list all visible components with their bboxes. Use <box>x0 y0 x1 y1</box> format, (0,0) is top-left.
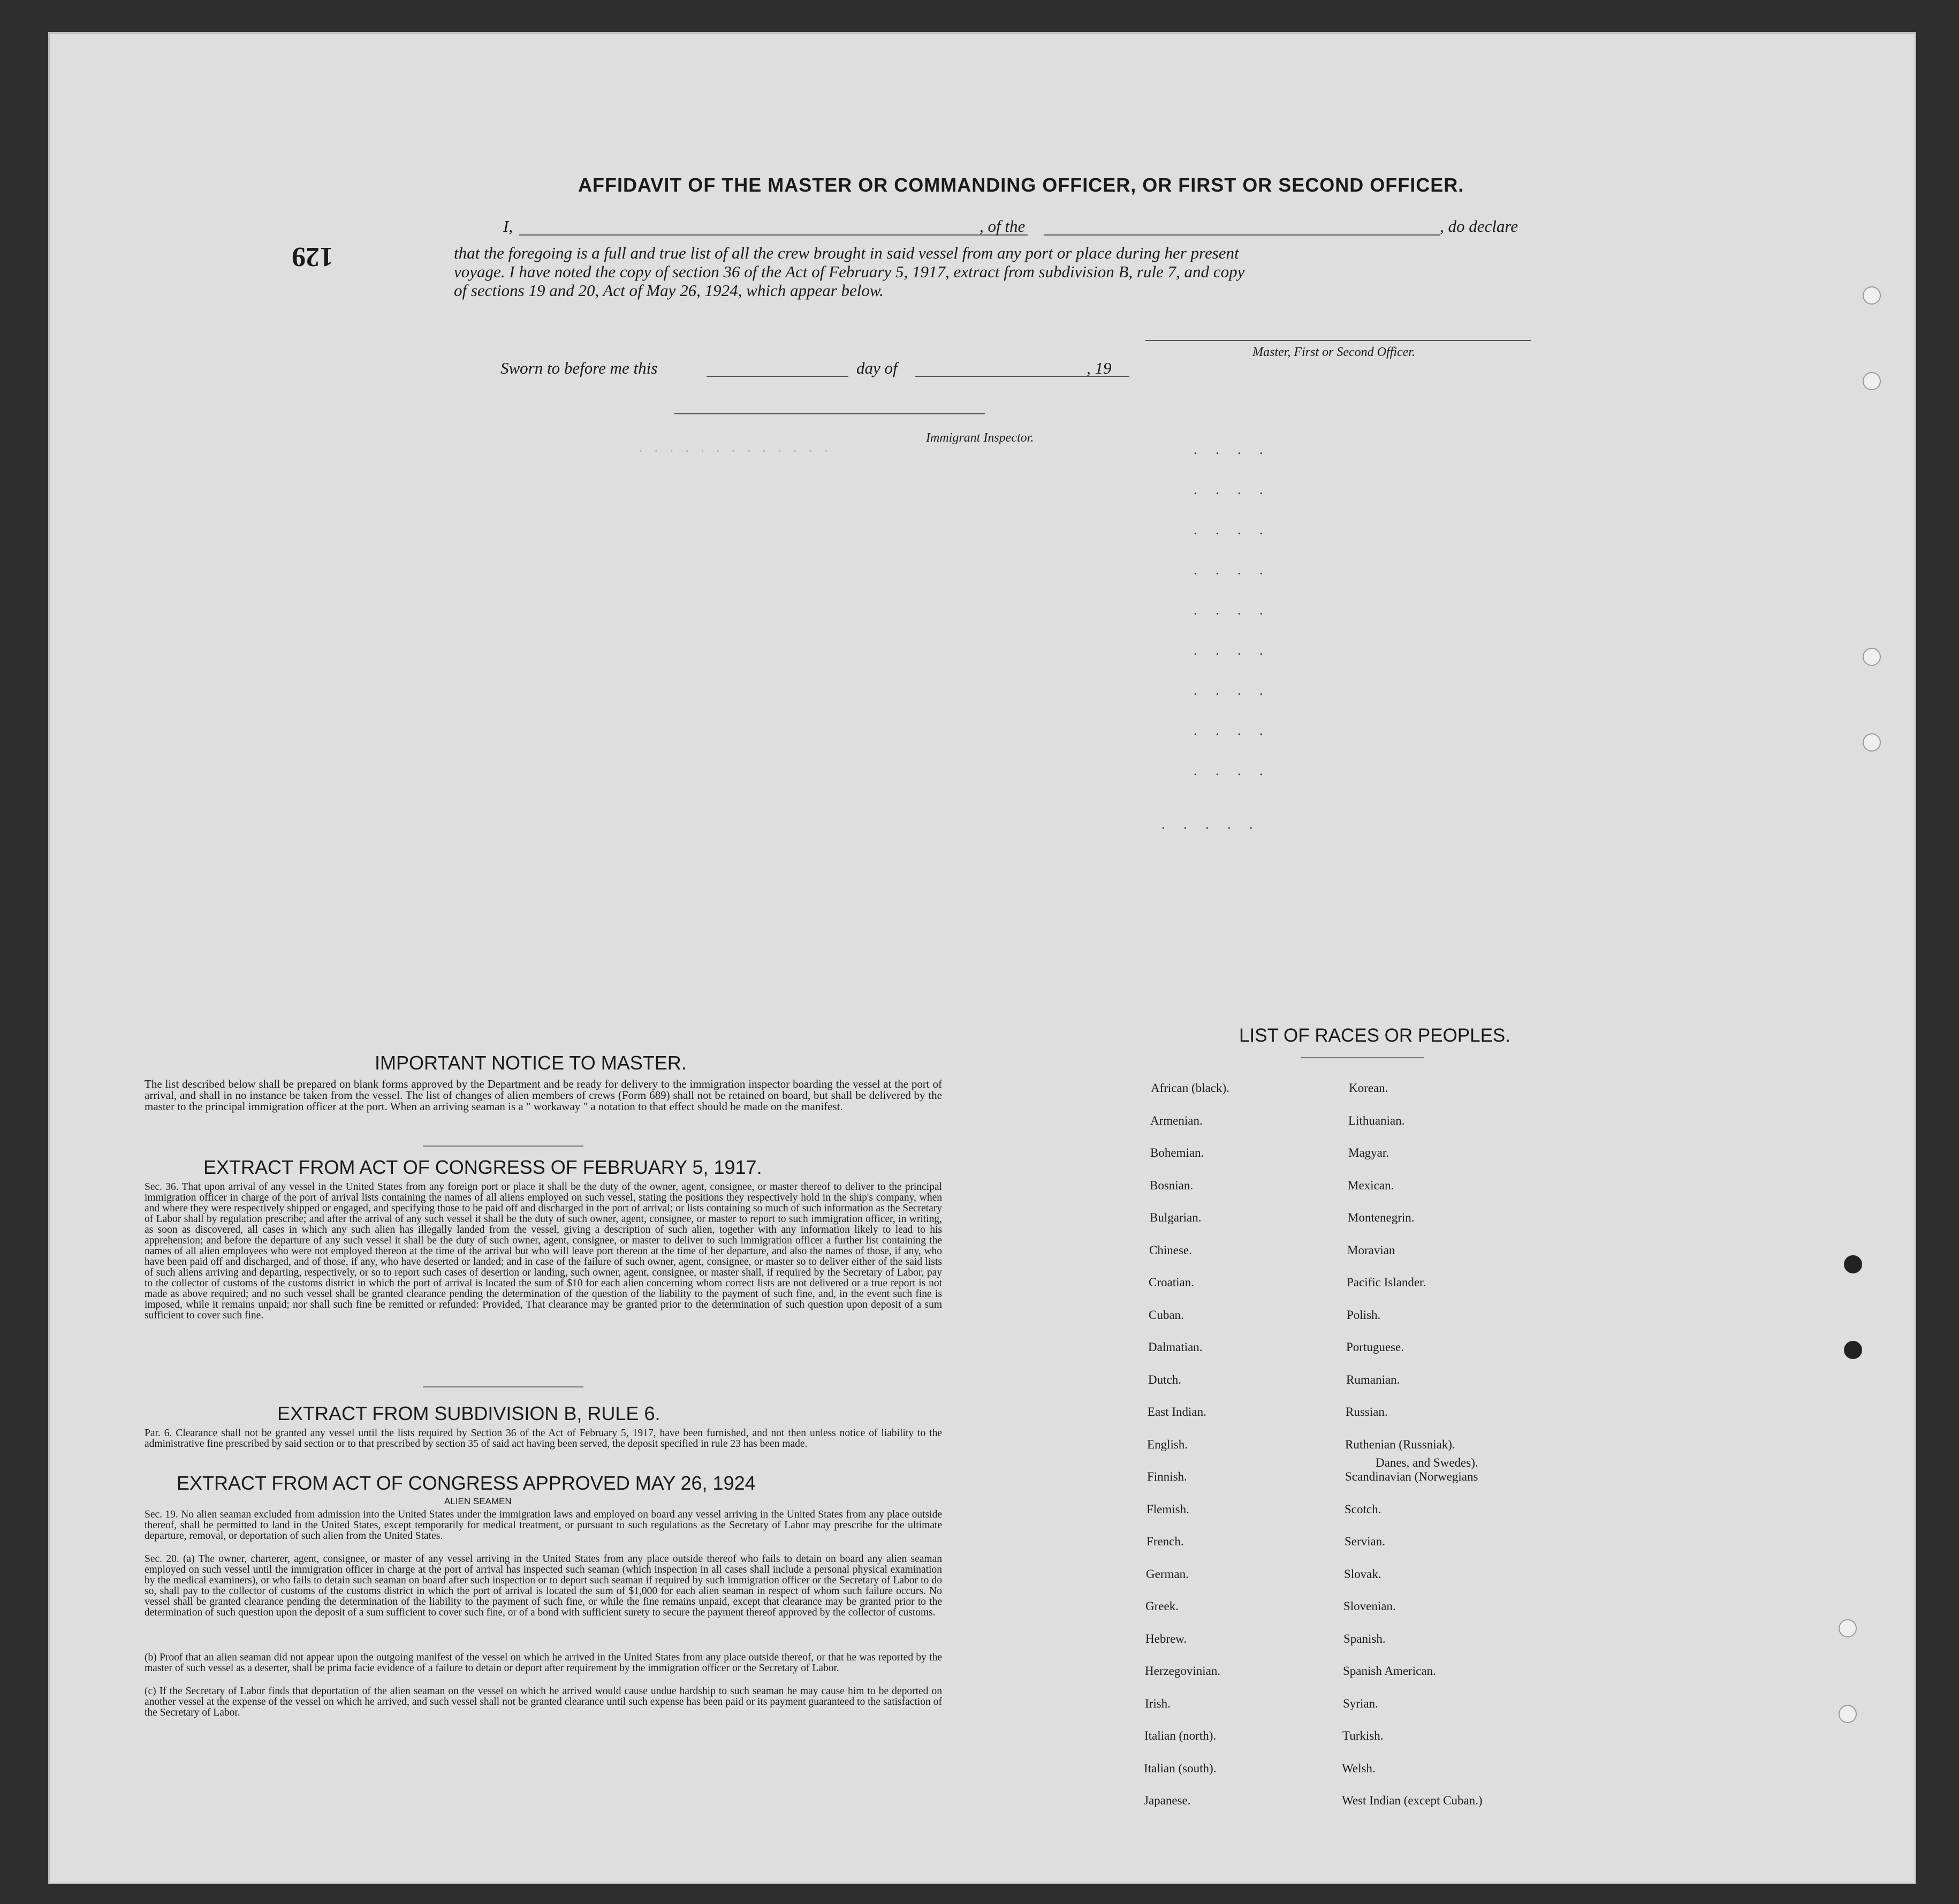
sworn-label: Sworn to before me this <box>500 359 658 377</box>
race-item: Korean. <box>1349 1081 1388 1095</box>
binder-hole <box>1839 1705 1857 1723</box>
race-item: Welsh. <box>1342 1761 1376 1775</box>
race-item: English. <box>1147 1437 1188 1451</box>
dot-leader: . . . . <box>1194 682 1271 698</box>
inspector-caption: Immigrant Inspector. <box>926 431 1034 445</box>
binder-hole <box>1863 648 1881 666</box>
affidavit-of-the-label: , of the <box>980 217 1026 236</box>
name-blank-line <box>519 234 1028 236</box>
extract-1917-title: EXTRACT FROM ACT OF CONGRESS OF FEBRUARY 5, 1917. <box>203 1156 762 1178</box>
race-item: Lithuanian. <box>1348 1113 1405 1127</box>
race-item: Portuguese. <box>1346 1340 1404 1354</box>
race-item: Bosnian. <box>1150 1178 1194 1192</box>
race-item: Servian. <box>1345 1535 1386 1548</box>
notice-body: The list described below shall be prepared on blank forms approved by the Department and be ready for delivery to the immigration inspector boarding the vessel at the port of arrival, and shall in no instance be taken from the vessel. The list of changes of alien members of crews (Form 689) shall not be retained on board, but shall be delivered by the master to the principal immigration officer at the port. When an arriving seaman is a " workaway " a notation to that effect should be made on the manifest. <box>145 1078 942 1113</box>
page-number-stamp: 129 <box>292 241 333 272</box>
affidavit-line-4: of sections 19 and 20, Act of May 26, 1924, which appear below. <box>454 281 884 300</box>
dot-leader: . . . . . <box>1161 816 1261 832</box>
race-item: Croatian. <box>1149 1276 1194 1289</box>
extract-rule6-body: Par. 6. Clearance shall not be granted any vessel until the lists required by Section 36 of the Act of February 5, 1917, have been furnished, and not then unless notice of liability to the administrative fine prescribed by said section or to that prescribed by section 35 of said act having been served, the deposit specified in rule 23 has been made. <box>145 1428 942 1450</box>
race-item: Pacific Islander. <box>1347 1276 1426 1289</box>
race-item: Spanish American. <box>1343 1664 1436 1678</box>
manifest-page <box>48 32 1916 1884</box>
race-item: French. <box>1146 1535 1184 1548</box>
extract-1924-title: EXTRACT FROM ACT OF CONGRESS APPROVED MAY 26, 1924 <box>177 1472 756 1494</box>
vessel-blank-line <box>1044 234 1440 236</box>
race-item: Japanese. <box>1144 1794 1191 1807</box>
extract-1924-sec20a: Sec. 20. (a) The owner, charterer, agent, consignee, or master of any vessel arriving in the United States from any place outside thereof who fails to detain on board any alien seaman employed on such vessel until the immigration officer in charge at the port of arrival has inspected such seaman (which inspection in all cases shall include a personal physical examination by the medical examiners), or who fails to detain such seaman on board after such inspection or to deport such seaman if required by such immigration officer or the Secretary of Labor to do so, shall pay to the collector of customs of the customs district in which the port of arrival is located the sum of $1,000 for each alien seaman in respect of whom such failure occurs. No vessel shall be granted clearance pending the determination of the liability to the payment of such fine, or while the fine remains unpaid, except that clearance may be granted prior to the determination of such question upon the deposit of a sum sufficient to cover such fine, or of a bond with sufficient surety to secure the payment thereof approved by the collector of customs. <box>145 1553 942 1618</box>
races-divider <box>1301 1057 1424 1058</box>
race-item: Scotch. <box>1345 1502 1381 1516</box>
affidavit-title: AFFIDAVIT OF THE MASTER OR COMMANDING OFFICER, OR FIRST OR SECOND OFFICER. <box>578 174 1464 196</box>
section-divider <box>423 1386 583 1387</box>
dot-leader: . . . . <box>1194 602 1271 618</box>
dot-leader: . . . . <box>1194 642 1271 658</box>
binder-hole <box>1844 1341 1862 1359</box>
race-item: Mexican. <box>1348 1178 1394 1192</box>
extract-1917-body: Sec. 36. That upon arrival of any vessel in the United States from any foreign port or place it shall be the duty of the owner, agent, consignee, or master thereof to deliver to the principal immigration officer in charge of the port of arrival lists containing the names of all aliens employed on such vessel, stating the positions they respectively hold in the ship's company, when and where they were respectively shipped or engaged, and specifying those to be paid off and discharged in the port of arrival; or lists containing so much of such information as the Secretary of Labor shall by regulation prescribe; and after the arrival of any such vessel it shall be the duty of such owner, agent, consignee, or master to report to such immigration officer, in writing, as soon as discovered, all cases in which any such alien has illegally landed from the vessel, giving a description of such alien, together with any information likely to lead to his apprehension; and before the departure of any such vessel it shall be the duty of such owner, agent, consignee, or master to deliver to such immigration officer a further list containing the names of all alien employees who were not employed thereon at the time of the arrival but who will leave port thereon at the time of her departure, and also the names of those, if any, who have been paid off and discharged, and of those, if any, who have deserted or landed; and in case of the failure of such owner, agent, consignee, or master so to deliver either of the said lists of such aliens arriving and departing, respectively, or so to report such cases of desertion or landing, such owner, agent, consignee, or master shall, if required by the Secretary of Labor, pay to the collector of customs of the customs district in which the port of arrival is located the sum of $10 for each alien concerning whom correct lists are not delivered or a true report is not made as above required; and no such vessel shall be granted clearance pending the determination of the question of the liability to the payment of such fine, and, in the event such fine is imposed, while it remains unpaid; nor shall such fine be remitted or refunded: Provided, That clearance may be granted prior to the determination of such question upon deposit of a sum sufficient to cover such fine. <box>145 1181 942 1321</box>
race-item: Italian (south). <box>1144 1761 1217 1775</box>
extract-1924-sec19: Sec. 19. No alien seaman excluded from admission into the United States under the immigration laws and employed on board any vessel arriving in the United States from any place outside thereof, shall be permitted to land in the United States, except temporarily for medical treatment, or pursuant to such regulations as the Secretary of Labor may prescribe for the ultimate departure, removal, or deportation of such alien from the United States. <box>145 1509 942 1542</box>
race-item: Chinese. <box>1149 1243 1192 1257</box>
race-item: Rumanian. <box>1346 1372 1400 1386</box>
signature-line <box>1145 340 1531 341</box>
dot-leader: . . . . <box>1194 442 1271 457</box>
race-item: Slovak. <box>1344 1567 1381 1581</box>
dot-leader: . . . . <box>1194 562 1271 578</box>
race-item: Slovenian. <box>1343 1599 1396 1613</box>
race-item: Cuban. <box>1149 1308 1184 1322</box>
race-item: Dalmatian. <box>1148 1340 1203 1354</box>
race-item: Danes, and Swedes). <box>1376 1456 1478 1469</box>
race-item: Italian (north). <box>1144 1729 1217 1742</box>
extract-rule6-title: EXTRACT FROM SUBDIVISION B, RULE 6. <box>277 1402 660 1424</box>
race-item: Hebrew. <box>1145 1632 1187 1645</box>
race-item: Syrian. <box>1343 1696 1378 1710</box>
notice-title: IMPORTANT NOTICE TO MASTER. <box>375 1052 687 1074</box>
race-item: Bohemian. <box>1150 1146 1204 1159</box>
race-item: Ruthenian (Russniak). <box>1345 1437 1455 1451</box>
race-item: Greek. <box>1145 1599 1179 1613</box>
race-item: Armenian. <box>1150 1113 1203 1127</box>
affidavit-do-declare: , do declare <box>1440 217 1518 236</box>
extract-1924-subtitle: ALIEN SEAMEN <box>444 1496 512 1506</box>
races-title: LIST OF RACES OR PEOPLES. <box>1239 1025 1511 1046</box>
race-item: West Indian (except Cuban.) <box>1342 1794 1483 1807</box>
extract-1924-sec20c: (c) If the Secretary of Labor finds that deportation of the alien seaman on the vessel on which he arrived would cause undue hardship to such seaman he may cause him to be deported on another vessel at the expense of the vessel on which he arrived, and such vessel shall not be granted clearance until such expense has been paid or its payment guaranteed to the satisfaction of the Secretary of Labor. <box>145 1686 942 1718</box>
sworn-day-line <box>707 376 848 377</box>
binder-hole <box>1863 286 1881 305</box>
day-of-label: day of <box>856 359 898 377</box>
inspector-signature-line <box>674 413 985 414</box>
section-divider <box>423 1146 583 1147</box>
bleed-through-text: · · · · · · · · · · · · · <box>637 444 830 459</box>
race-item: East Indian. <box>1148 1405 1206 1418</box>
dot-leader: . . . . <box>1194 522 1271 537</box>
binder-hole <box>1844 1255 1862 1273</box>
binder-hole <box>1839 1619 1857 1637</box>
race-item: Moravian <box>1347 1243 1395 1257</box>
affidavit-i-label: I, <box>503 217 513 236</box>
race-item: Polish. <box>1347 1308 1381 1322</box>
race-item: Bulgarian. <box>1150 1211 1202 1224</box>
extract-1924-sec20b: (b) Proof that an alien seaman did not appear upon the outgoing manifest of the vessel on which he arrived in the United States from any place outside thereof, or that he was reported by the master of such vessel as a deserter, shall be prima facie evidence of a failure to detain or deport after requirement by the immigration officer or the Secretary of Labor. <box>145 1652 942 1674</box>
year-label: , 19 <box>1087 359 1112 377</box>
race-item: Flemish. <box>1146 1502 1189 1516</box>
binder-hole <box>1863 733 1881 752</box>
race-item: Scandinavian (Norwegians <box>1345 1470 1478 1483</box>
dot-leader: . . . . <box>1194 723 1271 738</box>
race-item: Turkish. <box>1342 1729 1384 1742</box>
race-item: African (black). <box>1151 1081 1229 1095</box>
race-item: Herzegovinian. <box>1145 1664 1221 1678</box>
signature-caption: Master, First or Second Officer. <box>1252 345 1415 359</box>
race-item: Finnish. <box>1147 1470 1187 1483</box>
race-item: Russian. <box>1346 1405 1388 1418</box>
dot-leader: . . . . <box>1194 482 1271 497</box>
race-item: Magyar. <box>1348 1146 1389 1159</box>
race-item: Dutch. <box>1148 1372 1181 1386</box>
race-item: German. <box>1146 1567 1189 1581</box>
binder-hole <box>1863 372 1881 390</box>
affidavit-line-2: that the foregoing is a full and true list of all the crew brought in said vessel from any port or place during her present <box>454 244 1239 262</box>
race-item: Irish. <box>1145 1696 1171 1710</box>
dot-leader: . . . . <box>1194 763 1271 778</box>
race-item: Spanish. <box>1343 1632 1386 1645</box>
race-item: Montenegrin. <box>1348 1211 1415 1224</box>
affidavit-line-3: voyage. I have noted the copy of section 36 of the Act of February 5, 1917, extract from subdivision B, rule 7, and copy <box>454 262 1245 281</box>
